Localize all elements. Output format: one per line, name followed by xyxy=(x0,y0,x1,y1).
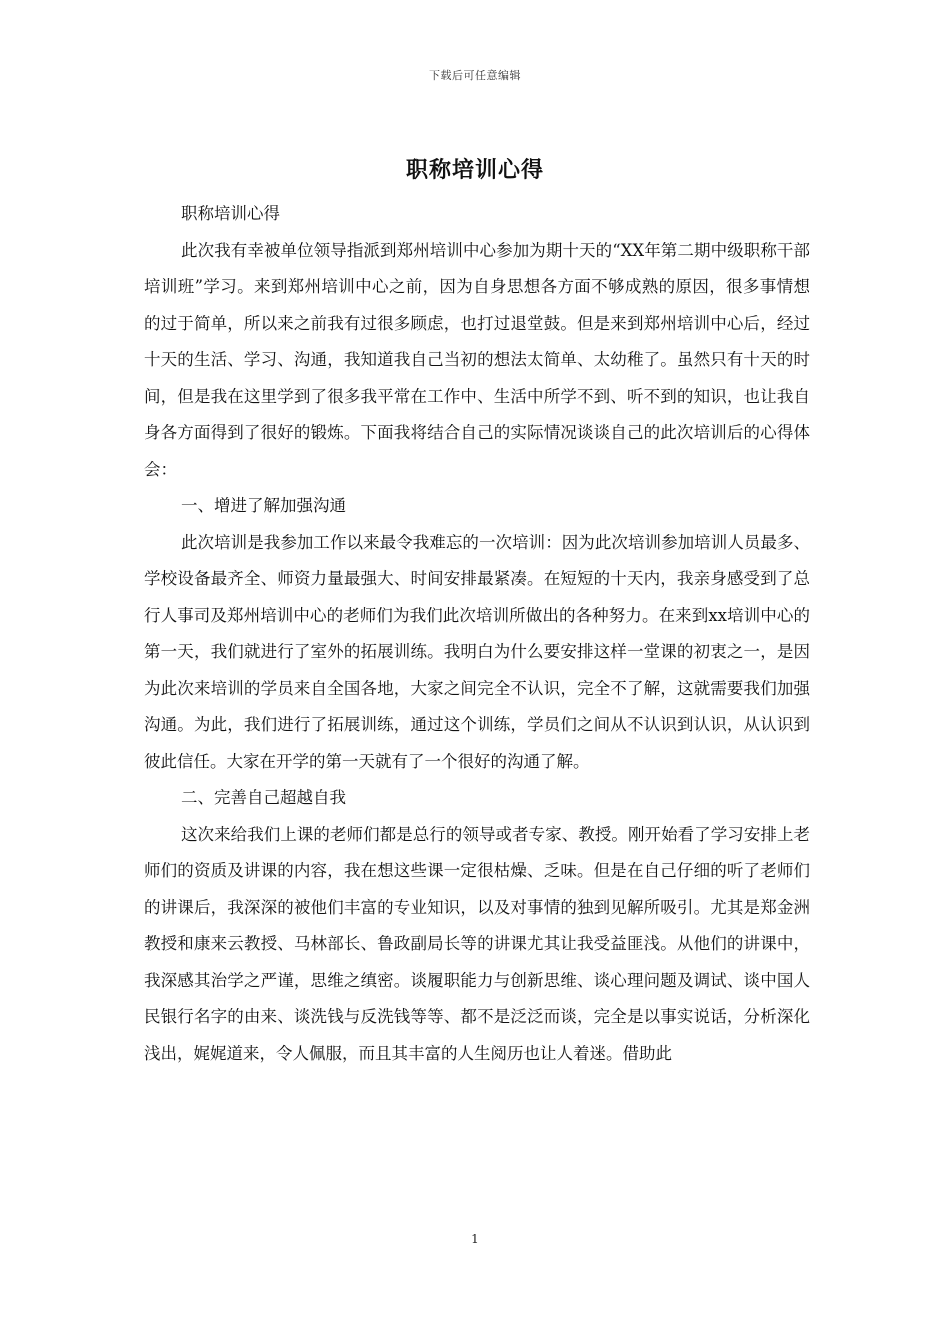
paragraph-section-1: 此次培训是我参加工作以来最令我难忘的一次培训：因为此次培训参加培训人员最多、学校设备最齐全、师资力量最强大、时间安排最紧凑。在短短的十天内，我亲身感受到了总行人事司及郑州培训中心的老师们为我们此次培训所做出的各种努力。在来到xx培训中心的第一天，我们就进行了室外的拓展训练。我明白为什么要安排这样一堂课的初衷之一，是因为此次来培训的学员来自全国各地，大家之间完全不认识，完全不了解，这就需要我们加强沟通。为此，我们进行了拓展训练，通过这个训练，学员们之间从不认识到认识，从认识到彼此信任。大家在开学的第一天就有了一个很好的沟通了解。 xyxy=(144,532,810,771)
section-heading-2: 二、完善自己超越自我 xyxy=(181,788,346,807)
paragraph-intro: 此次我有幸被单位领导指派到郑州培训中心参加为期十天的“XX年第二期中级职称干部培训班”学习。来到郑州培训中心之前，因为自身思想各方面不够成熟的原因，很多事情想的过于简单，所以来之前我有过很多顾虑，也打过退堂鼓。但是来到郑州培训中心后，经过十天的生活、学习、沟通，我知道我自己当初的想法太简单、太幼稚了。虽然只有十天的时间，但是我在这里学到了很多我平常在工作中、生活中所学不到、听不到的知识，也让我自身各方面得到了很好的锻炼。下面我将结合自己的实际情况谈谈自己的此次培训后的心得体会： xyxy=(144,240,810,479)
page-number: 1 xyxy=(471,1232,479,1246)
page-header-note: 下载后可任意编辑 xyxy=(429,69,521,82)
document-title: 职称培训心得 xyxy=(405,157,544,183)
section-heading-1: 一、增进了解加强沟通 xyxy=(181,496,346,515)
paragraph-subtitle: 职称培训心得 xyxy=(181,204,280,223)
paragraph-section-2: 这次来给我们上课的老师们都是总行的领导或者专家、教授。刚开始看了学习安排上老师们的资质及讲课的内容，我在想这些课一定很枯燥、乏味。但是在自己仔细的听了老师们的讲课后，我深深的被他们丰富的专业知识，以及对事情的独到见解所吸引。尤其是郑金洲教授和康来云教授、马林部长、鲁政副局长等的讲课尤其让我受益匪浅。从他们的讲课中，我深感其治学之严谨，思维之缜密。谈履职能力与创新思维、谈心理问题及调试、谈中国人民银行名字的由来、谈洗钱与反洗钱等等、都不是泛泛而谈，完全是以事实说话，分析深化浅出，娓娓道来，令人佩服，而且其丰富的人生阅历也让人着迷。借助此 xyxy=(144,824,810,1063)
document-body xyxy=(144,196,810,1072)
